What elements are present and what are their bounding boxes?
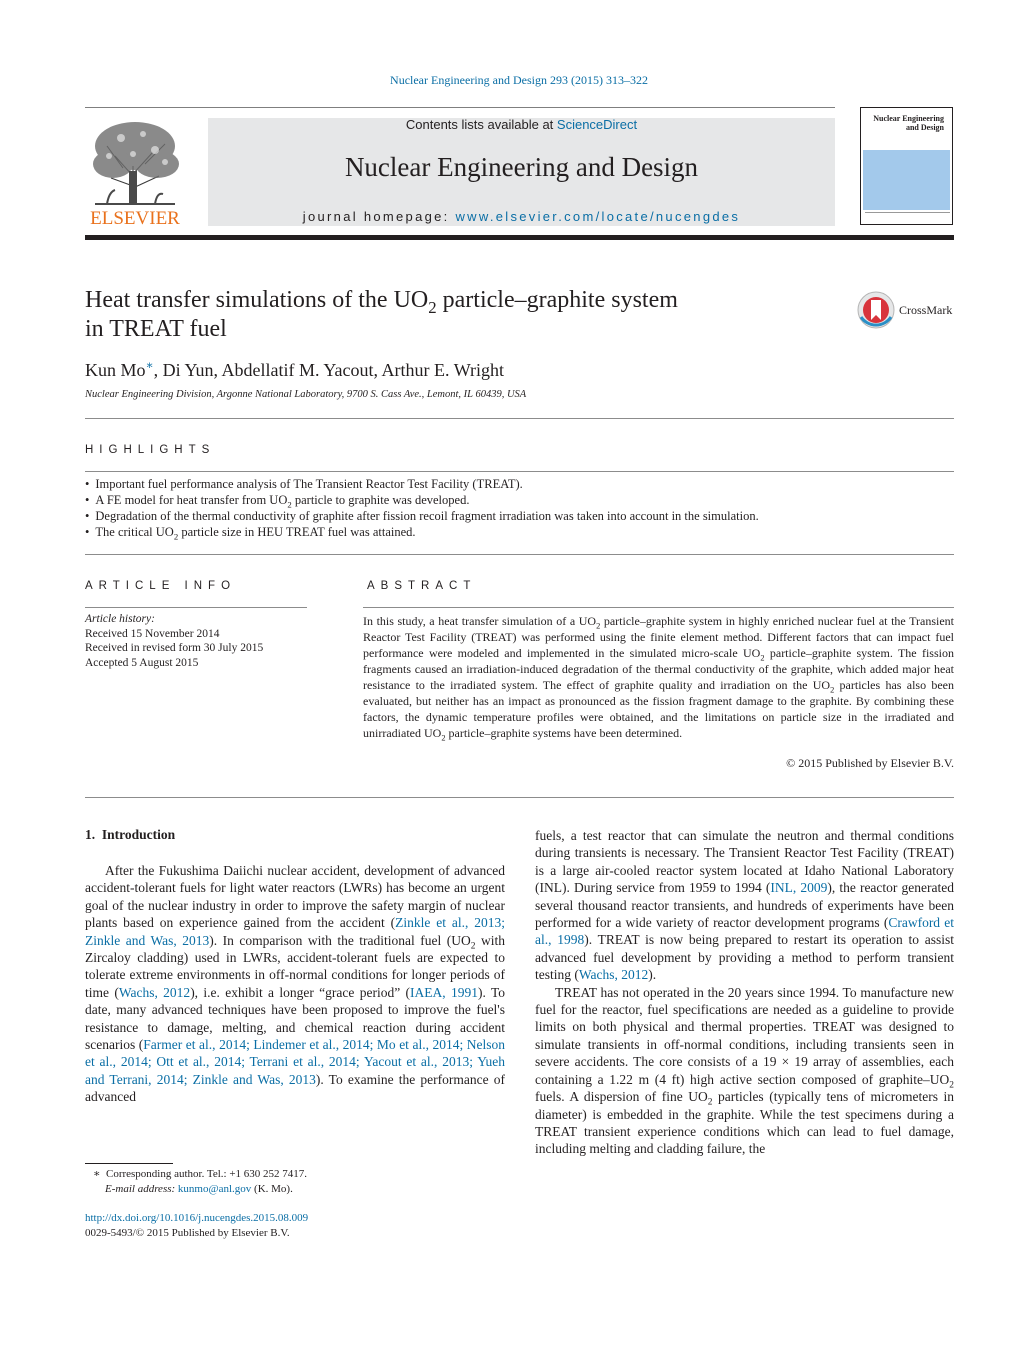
cover-title: Nuclear Engineering and Design	[873, 114, 944, 132]
affiliation: Nuclear Engineering Division, Argonne National Laboratory, 9700 S. Cass Ave., Lemont, IL 60439, USA	[85, 389, 527, 400]
author-name[interactable]: Kun Mo	[85, 360, 146, 380]
author-name[interactable]: Arthur E. Wright	[381, 360, 504, 380]
author-list	[85, 358, 504, 381]
sciencedirect-link[interactable]: ScienceDirect	[556, 117, 638, 132]
elsevier-tree-logo	[85, 116, 185, 228]
highlights-heading: HIGHLIGHTS	[85, 444, 216, 456]
revised-date: Received in revised form 30 July 2015	[85, 642, 264, 654]
history-label: Article history:	[85, 613, 155, 625]
homepage-link[interactable]: www.elsevier.com/locate/nucengdes	[455, 209, 741, 224]
crossmark-badge[interactable]	[857, 290, 957, 332]
journal-cover-thumbnail[interactable]	[860, 107, 953, 225]
article-title: Heat transfer simulations of the $UO_2$ particle–graphite system in TREAT fuel	[85, 287, 678, 342]
header-rule	[85, 107, 835, 108]
header-thick-rule	[85, 235, 954, 240]
divider	[85, 554, 954, 555]
abstract-copyright: © 2015 Published by Elsevier B.V.	[786, 756, 954, 770]
abstract-heading: ABSTRACT	[367, 580, 477, 592]
elsevier-wordmark: ELSEVIER	[90, 208, 180, 228]
received-date: Received 15 November 2014	[85, 627, 220, 640]
divider	[85, 418, 954, 419]
author-separator: ,	[213, 360, 222, 380]
journal-name: Nuclear Engineering and Design	[344, 152, 699, 182]
abstract-text: In this study, a heat transfer simulation of a $UO_2$ particle–graphite system in highly enriched nuclear fuel at the Transient Reactor Test Facility (TREAT) was performed using the finite element method. Different factors that can impact fuel performance were modeled and implemented in the simulated micro-scale $UO_2$ particle–graphite system. The fission fragments caused an irradiation-induced degradation of the thermal conductivity of the graphite, which added major heat resistance to the irradiated system. The effect of graphite quality and irradiation on the $UO_2$ particles has also been evaluated, but neither has an impact as pronounced as the fission fragment damage to the graphite. By combining these factors, the dynamic temperature profiles were obtained, and the limitations on particle size in the irradiated and unirradiated $UO_2$ particle–graphite systems have been determined.	[363, 614, 955, 743]
divider	[85, 797, 954, 798]
doi-block	[85, 1211, 308, 1240]
citation-link[interactable]: Zinkle et al., 2013; Zinkle and Was, 2013	[85, 915, 505, 948]
article-history	[85, 612, 307, 670]
corresponding-author-mark[interactable]: ∗	[145, 358, 154, 372]
journal-citation[interactable]: Nuclear Engineering and Design 293 (2015) 313–322	[390, 73, 648, 87]
crossmark-icon	[857, 290, 897, 332]
citation-link[interactable]: Wachs, 2012	[578, 967, 649, 983]
highlight-item: • Degradation of the thermal conductivity of graphite after fission recoil fragment irradiation was taken into account in the simulation.	[85, 509, 759, 523]
contents-line: Contents lists available at ScienceDirect	[405, 117, 638, 132]
cover-footer	[865, 212, 950, 221]
intro-right-column: fuels, a test reactor that can simulate the neutron and thermal conditions during transients is necessary. The Transient Reactor Test Facility (TREAT) is a large air-cooled reactor system located at Idaho National Laboratory (INL). During service from 1959 to 1994 (INL, 2009), the reactor generated several thousand reactor transients, and hundreds of experiments have been performed for a wide variety of reactor development programs (Crawford et al., 1998). TREAT is now being prepared to restart its operation to assist advanced fuel development by providing a method to perform transient testing (Wachs, 2012). TREAT has not operated in the 20 years since 1994. To manufacture new fuel for the reactor, fuel specifications are needed as a guideline to provide limits on both physical and thermal properties. TREAT was designed to simulate transients in off-normal conditions, including transients seen in severe accidents. The core consists of a 19 × 19 array of assemblies, each containing a 1.22 m (4 ft) high active section composed of graphite–$UO_2$ fuels. A dispersion of fine $UO_2$ particles (typically tens of micrometers in diameter) is embedded in the graphite. While the test specimens during a TREAT transient experience conditions which can lead to fuel damage, including melting and cladding failure, the	[535, 828, 954, 1157]
highlight-item: • The critical $UO_2$ particle size in HEU TREAT fuel was attained.	[85, 525, 416, 542]
citation-link[interactable]: INL, 2009	[770, 880, 828, 896]
intro-paragraph-1: After the Fukushima Daiichi nuclear accident, development of advanced accident-tolerant fuels for light water reactors (LWRs) has become an urgent goal of the nuclear industry in order to improve the safety margin of nuclear plants based on experience gained from the accident (Zinkle et al., 2013; Zinkle and Was, 2013). In comparison with the traditional fuel ($UO_2$ with Zircaloy cladding) used in LWRs, accident-tolerant fuels are expected to tolerate extreme environments in off-normal conditions for longer periods of time (Wachs, 2012), i.e. exhibit a longer “grace period” (IAEA, 1991). To date, many advanced techniques have been proposed to improve the fuel's resistance to damage, melting, and chemical reaction during accident scenarios (Farmer et al., 2014; Lindemer et al., 2014; Mo et al., 2014; Nelson et al., 2014; Ott et al., 2014; Terrani et al., 2014; Yacout et al., 2013; Yueh and Terrani, 2014; Zinkle and Was, 2013). To examine the performance of advanced	[85, 863, 506, 1105]
footnote-rule	[85, 1163, 173, 1164]
cover-image	[863, 150, 950, 210]
citation-link[interactable]: Crawford et al., 1998	[535, 915, 954, 948]
divider	[85, 607, 307, 608]
footnote-corresponding: ∗ Corresponding author. Tel.: +1 630 252 7417. E-mail address: kunmo@anl.gov (K. Mo).	[93, 1168, 308, 1195]
author-name[interactable]: Di Yun	[162, 360, 214, 380]
citation-link[interactable]: Wachs, 2012	[118, 984, 191, 1000]
citation-link[interactable]: Farmer et al., 2014; Lindemer et al., 2014; Mo et al., 2014; Nelson et al., 2014; Ott et al., 2014; Terrani et al., 2014; Yacout et al., 2013; Yueh and Terrani, 2014; Zinkle and Was, 2013	[85, 1037, 506, 1087]
highlight-item: • Important fuel performance analysis of The Transient Reactor Test Facility (TREAT).	[85, 477, 523, 491]
highlight-item: • A FE model for heat transfer from $UO_2$ particle to graphite was developed.	[85, 493, 470, 510]
article-info-heading: ARTICLE INFO	[85, 580, 237, 592]
doi-link[interactable]: http://dx.doi.org/10.1016/j.nucengdes.2015.08.009	[85, 1212, 309, 1224]
accepted-date: Accepted 5 August 2015	[85, 656, 199, 669]
divider	[85, 471, 954, 472]
crossmark-label: CrossMark	[899, 303, 953, 317]
author-separator: ,	[153, 360, 163, 380]
section-heading-introduction: 1. Introduction	[85, 827, 176, 842]
divider	[363, 607, 954, 608]
journal-homepage: journal homepage: www.elsevier.com/locate/nucengdes	[302, 209, 741, 224]
author-separator: ,	[373, 360, 382, 380]
author-name[interactable]: Abdellatif M. Yacout	[221, 360, 374, 380]
citation-link[interactable]: IAEA, 1991	[410, 984, 478, 1000]
issn-line: 0029-5493/© 2015 Published by Elsevier B.V.	[85, 1226, 290, 1239]
email-link[interactable]: kunmo@anl.gov	[177, 1182, 252, 1195]
